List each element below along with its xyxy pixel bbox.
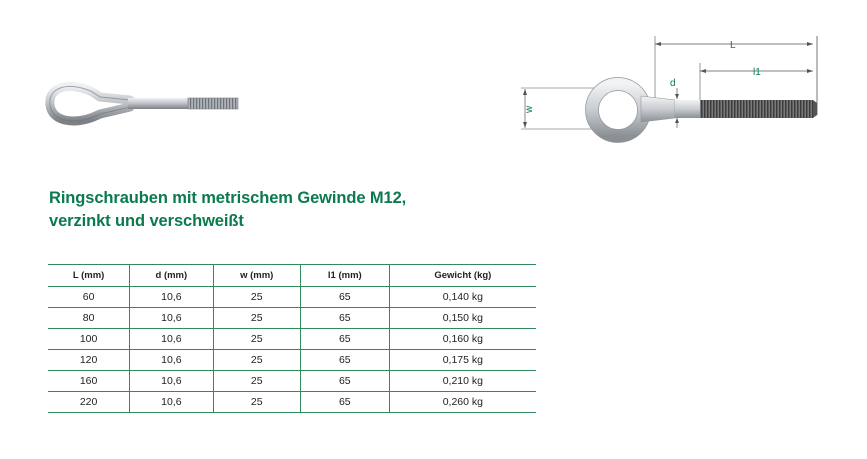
cell-weight: 0,150 kg xyxy=(389,308,536,329)
table-row xyxy=(48,308,536,329)
cell-diameter: 10,6 xyxy=(130,287,213,308)
cell-thread-length: 65 xyxy=(300,392,389,413)
cell-thread-length: 65 xyxy=(300,329,389,350)
cell-weight: 0,140 kg xyxy=(389,287,536,308)
cell-length: 120 xyxy=(79,354,98,366)
cell-length: 160 xyxy=(79,375,98,387)
column-header-thread-length: l1 (mm) xyxy=(300,265,389,287)
heading-line-2: verzinkt und verschweißt xyxy=(49,212,244,230)
cell-weight: 0,175 kg xyxy=(389,350,536,371)
cell-length: 220 xyxy=(79,396,98,408)
spec-table xyxy=(48,264,536,413)
cell-eye-width: 25 xyxy=(213,287,300,308)
cell-eye-width: 25 xyxy=(213,392,300,413)
cell-diameter: 10,6 xyxy=(130,392,213,413)
table-row xyxy=(48,350,536,371)
cell-eye-width: 25 xyxy=(213,329,300,350)
dimension-label-L: L xyxy=(730,40,736,51)
table-header-row xyxy=(48,265,536,287)
cell-length: 80 xyxy=(82,312,95,324)
cell-diameter: 10,6 xyxy=(130,308,213,329)
cell-thread-length: 65 xyxy=(300,287,389,308)
column-header-weight: Gewicht (kg) xyxy=(389,265,536,287)
table-row xyxy=(48,287,536,308)
cell-thread-length: 65 xyxy=(300,308,389,329)
column-header-eye-width: w (mm) xyxy=(213,265,300,287)
column-header-diameter: d (mm) xyxy=(130,265,213,287)
cell-weight: 0,260 kg xyxy=(389,392,536,413)
cell-length: 60 xyxy=(82,291,95,303)
dimension-label-d: d xyxy=(670,78,676,89)
table-row xyxy=(48,371,536,392)
cell-diameter: 10,6 xyxy=(130,329,213,350)
column-header-length: L (mm) xyxy=(72,270,105,281)
cell-length: 100 xyxy=(79,333,98,345)
cell-eye-width: 25 xyxy=(213,350,300,371)
dimension-label-w: w xyxy=(524,105,535,113)
dimension-label-l1: l1 xyxy=(753,67,761,78)
cell-thread-length: 65 xyxy=(300,350,389,371)
table-row xyxy=(48,329,536,350)
cell-thread-length: 65 xyxy=(300,371,389,392)
cell-weight: 0,160 kg xyxy=(389,329,536,350)
eye-bolt-photo xyxy=(40,70,250,150)
heading-line-1: Ringschrauben mit metrischem Gewinde M12, xyxy=(49,189,407,207)
dimension-diagram xyxy=(515,30,830,150)
cell-eye-width: 25 xyxy=(213,371,300,392)
cell-weight: 0,210 kg xyxy=(389,371,536,392)
cell-diameter: 10,6 xyxy=(130,371,213,392)
product-heading xyxy=(49,187,406,233)
cell-eye-width: 25 xyxy=(213,308,300,329)
table-row xyxy=(48,392,536,413)
cell-diameter: 10,6 xyxy=(130,350,213,371)
